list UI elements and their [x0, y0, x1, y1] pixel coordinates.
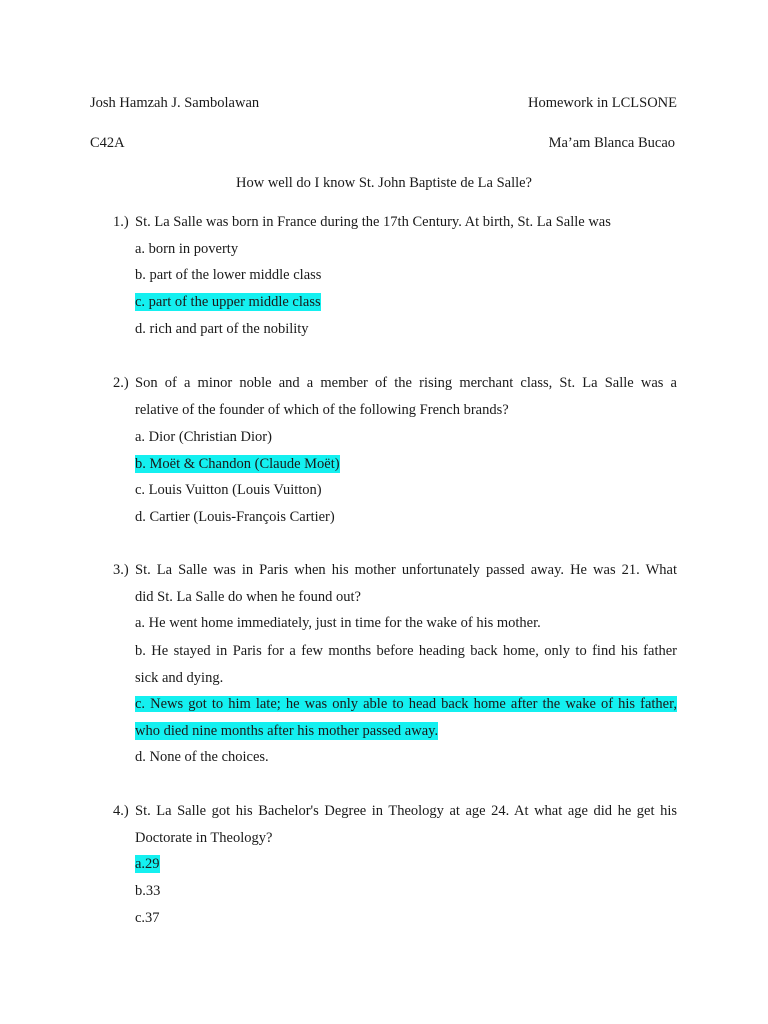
section-label: C42A: [90, 135, 125, 151]
choice-item: b. part of the lower middle class: [135, 267, 322, 283]
choice-item-highlighted: b. Moët & Chandon (Claude Moët): [135, 456, 340, 472]
choice-item: a. Dior (Christian Dior): [135, 429, 272, 445]
teacher-name: Ma’am Blanca Bucao: [548, 135, 675, 151]
choice-item-highlighted: a.29: [135, 856, 160, 872]
choice-item: sick and dying.: [135, 670, 224, 686]
question-stem: relative of the founder of which of the following French brands?: [135, 402, 509, 418]
question-stem: Doctorate in Theology?: [135, 830, 273, 846]
question-stem: St. La Salle was in Paris when his mother unfortunately passed away. He was 21. What: [135, 562, 677, 578]
choice-item-highlighted: c. part of the upper middle class: [135, 294, 321, 310]
question-stem: did St. La Salle do when he found out?: [135, 589, 361, 605]
choice-item: c. Louis Vuitton (Louis Vuitton): [135, 482, 322, 498]
choice-item-highlighted: who died nine months after his mother passed away.: [135, 723, 439, 739]
choice-item: d. Cartier (Louis-François Cartier): [135, 509, 335, 525]
page-title: [0, 174, 768, 192]
question-stem: Son of a minor noble and a member of the rising merchant class, St. La Salle was a: [135, 375, 677, 391]
question-number: 2.): [113, 375, 129, 391]
student-name: Josh Hamzah J. Sambolawan: [90, 95, 260, 111]
choice-item: d. rich and part of the nobility: [135, 321, 309, 337]
choice-item: b. He stayed in Paris for a few months before heading back home, only to find his father: [135, 643, 677, 659]
question-number: 3.): [113, 562, 129, 578]
question-stem: St. La Salle was born in France during the 17th Century. At birth, St. La Salle was: [135, 214, 611, 230]
question-number: 1.): [113, 214, 129, 230]
highlighted-text: c. News got to him late; he was only able to head back home after the wake of his father,: [135, 696, 677, 712]
choice-item: c.37: [135, 910, 160, 926]
choice-item: b.33: [135, 883, 161, 899]
question-number: 4.): [113, 803, 129, 819]
subject-label: Homework in LCLSONE: [527, 95, 677, 111]
choice-item: d. None of the choices.: [135, 749, 269, 765]
choice-item: a. He went home immediately, just in time for the wake of his mother.: [135, 615, 541, 631]
page-title-text: How well do I know St. John Baptiste de La Salle?: [236, 175, 532, 191]
choice-item: a. born in poverty: [135, 241, 239, 257]
choice-item-highlighted: [135, 695, 677, 713]
question-stem: St. La Salle got his Bachelor's Degree in Theology at age 24. At what age did he get his: [135, 803, 677, 819]
